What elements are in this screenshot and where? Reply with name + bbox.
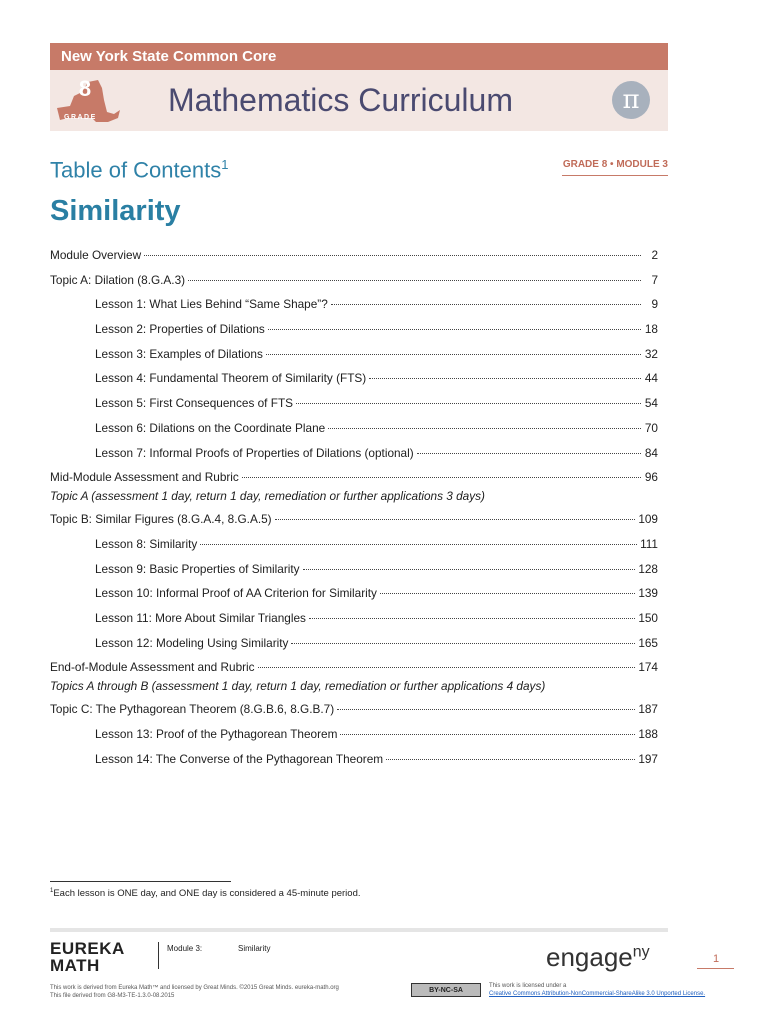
toc-entry-page: 7 xyxy=(651,272,658,287)
toc-leader-dots xyxy=(328,428,641,429)
toc-entry-page: 96 xyxy=(644,470,658,485)
toc-lesson-entry[interactable] xyxy=(50,586,658,611)
toc-entry-label: Mid-Module Assessment and Rubric xyxy=(50,470,239,485)
cc-license-badge: BY-NC-SA xyxy=(411,983,481,997)
toc-entry-label: Lesson 6: Dilations on the Coordinate Plane xyxy=(95,420,326,435)
toc-entry-label: Module Overview xyxy=(50,248,142,262)
module-label-rule xyxy=(562,175,668,176)
footnote-rule xyxy=(50,881,231,882)
toc-entry-label: Lesson 11: More About Similar Triangles xyxy=(95,610,306,625)
toc-leader-dots xyxy=(337,709,635,710)
toc-entry-page: 111 xyxy=(640,536,658,551)
toc-entry-page: 109 xyxy=(638,512,658,527)
toc-leader-dots xyxy=(386,759,635,760)
toc-entry-label: Lesson 5: First Consequences of FTS xyxy=(95,396,294,411)
toc-leader-dots xyxy=(275,519,636,520)
toc-entry-page: 2 xyxy=(651,248,658,262)
eureka-math-logo: EUREKA MATH xyxy=(50,939,125,975)
toc-leader-dots xyxy=(200,544,637,545)
toc-leader-dots xyxy=(369,378,641,379)
toc-leader-dots xyxy=(268,329,641,330)
toc-leader-dots xyxy=(188,280,641,281)
toc-entry-label: Lesson 8: Similarity xyxy=(95,536,198,551)
toc-section-entry[interactable] xyxy=(50,248,658,273)
grade-word: GRADE xyxy=(64,114,97,121)
engageny-logo: engage$^{ny}$ xyxy=(546,942,650,972)
toc-lesson-entry[interactable] xyxy=(50,396,658,421)
toc-entry-label: Topic C: The Pythagorean Theorem (8.G.B.6, 8.G.B.7) xyxy=(50,702,335,717)
toc-entry-page: 18 xyxy=(644,322,658,337)
toc-entry-page: 187 xyxy=(638,702,658,717)
toc-entry-label: Topic A: Dilation (8.G.A.3) xyxy=(50,272,186,287)
toc-lesson-entry[interactable] xyxy=(50,297,658,322)
toc-entry-label: Lesson 4: Fundamental Theorem of Similarity (FTS) xyxy=(95,371,367,386)
toc-lesson-entry[interactable] xyxy=(50,727,658,752)
toc-leader-dots xyxy=(309,618,635,619)
toc-leader-dots xyxy=(242,477,641,478)
toc-entry-label: Lesson 13: Proof of the Pythagorean Theorem xyxy=(95,727,338,741)
grade-number: 8 xyxy=(78,76,92,101)
toc-note: Topic A (assessment 1 day, return 1 day, remediation or further applications 3 days) xyxy=(50,489,485,504)
curriculum-title: Mathematics Curriculum xyxy=(168,82,513,118)
toc-section-entry[interactable] xyxy=(50,660,658,679)
toc-lesson-entry[interactable] xyxy=(50,421,658,446)
module-title: Similarity xyxy=(50,195,181,227)
toc-entry-page: 128 xyxy=(638,561,658,576)
toc-section-entry[interactable] xyxy=(50,512,658,537)
footnote: $^1$Each lesson is ONE day, and ONE day is considered a 45-minute period. xyxy=(50,888,361,900)
license-text: This work is licensed under a Creative Commons Attribution-NonCommercial-ShareAlike 3.0 Unported License. xyxy=(489,983,706,997)
toc-leader-dots xyxy=(340,734,635,735)
toc-leader-dots xyxy=(291,643,635,644)
toc-entry-label: Lesson 3: Examples of Dilations xyxy=(95,346,263,361)
footer-module-label: Module 3: xyxy=(167,944,203,953)
toc-entry-label: Lesson 14: The Converse of the Pythagorean Theorem xyxy=(95,751,384,766)
license-link[interactable]: Creative Commons Attribution-NonCommercial-ShareAlike 3.0 Unported License. xyxy=(489,991,706,997)
toc-lesson-entry[interactable] xyxy=(50,347,658,372)
module-label: GRADE 8 • MODULE 3 xyxy=(562,159,668,170)
footer-band xyxy=(50,928,668,932)
toc-entry-label: Lesson 7: Informal Proofs of Properties of Dilations (optional) xyxy=(95,445,414,460)
toc-entry-page: 84 xyxy=(644,445,658,460)
toc-lesson-entry[interactable] xyxy=(50,371,658,396)
toc-leader-dots xyxy=(144,255,641,256)
toc-lesson-entry[interactable] xyxy=(50,636,658,661)
toc-section-entry[interactable] xyxy=(50,702,658,727)
page-number-rule xyxy=(697,968,734,969)
toc-leader-dots xyxy=(296,403,641,404)
toc-entry-label: Lesson 2: Properties of Dilations xyxy=(95,322,265,337)
toc-entry-label: Lesson 12: Modeling Using Similarity xyxy=(95,635,289,650)
toc-entry-page: 9 xyxy=(651,297,658,312)
toc-entry-label: End-of-Module Assessment and Rubric xyxy=(50,660,255,675)
toc-section-entry[interactable] xyxy=(50,273,658,298)
toc-lesson-entry[interactable] xyxy=(50,611,658,636)
toc-list xyxy=(50,248,658,776)
pi-icon: π xyxy=(612,81,650,119)
toc-entry-page: 188 xyxy=(638,727,658,741)
toc-lesson-entry[interactable] xyxy=(50,446,658,471)
toc-leader-dots xyxy=(266,354,641,355)
curriculum-header xyxy=(50,70,668,131)
state-banner: New York State Common Core xyxy=(50,43,668,70)
toc-leader-dots xyxy=(303,569,636,570)
toc-lesson-entry[interactable] xyxy=(50,752,658,777)
toc-entry-page: 150 xyxy=(638,610,658,625)
toc-note: Topics A through B (assessment 1 day, return 1 day, remediation or further applications 4 days) xyxy=(50,679,546,694)
toc-leader-dots xyxy=(331,304,641,305)
page-number: 1 xyxy=(713,953,720,965)
toc-entry-label: Lesson 9: Basic Properties of Similarity xyxy=(95,561,300,576)
toc-leader-dots xyxy=(417,453,641,454)
footer-module-topic: Similarity xyxy=(238,944,271,953)
toc-entry-page: 165 xyxy=(638,635,658,650)
toc-lesson-entry[interactable] xyxy=(50,322,658,347)
footer-divider xyxy=(158,942,159,969)
toc-entry-page: 32 xyxy=(644,346,658,361)
footer-fine-print: This work is derived from Eureka Math™ and licensed by Great Minds. ©2015 Great Minds. eureka-math.org This file derived from G8-M3-TE-1.3.0-08.2015 xyxy=(50,985,339,999)
toc-lesson-entry[interactable] xyxy=(50,537,658,562)
toc-lesson-entry[interactable] xyxy=(50,562,658,587)
toc-heading: Table of Contents$^1$ xyxy=(50,157,229,183)
toc-entry-label: Lesson 1: What Lies Behind “Same Shape”? xyxy=(95,297,328,312)
toc-entry-page: 54 xyxy=(644,396,658,411)
toc-entry-page: 174 xyxy=(638,660,658,675)
toc-leader-dots xyxy=(380,593,635,594)
toc-entry-label: Lesson 10: Informal Proof of AA Criterion for Similarity xyxy=(95,586,377,601)
toc-section-entry[interactable] xyxy=(50,470,658,489)
toc-entry-page: 70 xyxy=(644,420,658,435)
toc-entry-page: 44 xyxy=(644,371,658,386)
toc-entry-page: 139 xyxy=(638,586,658,601)
toc-leader-dots xyxy=(258,667,636,668)
toc-entry-page: 197 xyxy=(638,751,658,766)
toc-entry-label: Topic B: Similar Figures (8.G.A.4, 8.G.A.5) xyxy=(50,512,272,527)
